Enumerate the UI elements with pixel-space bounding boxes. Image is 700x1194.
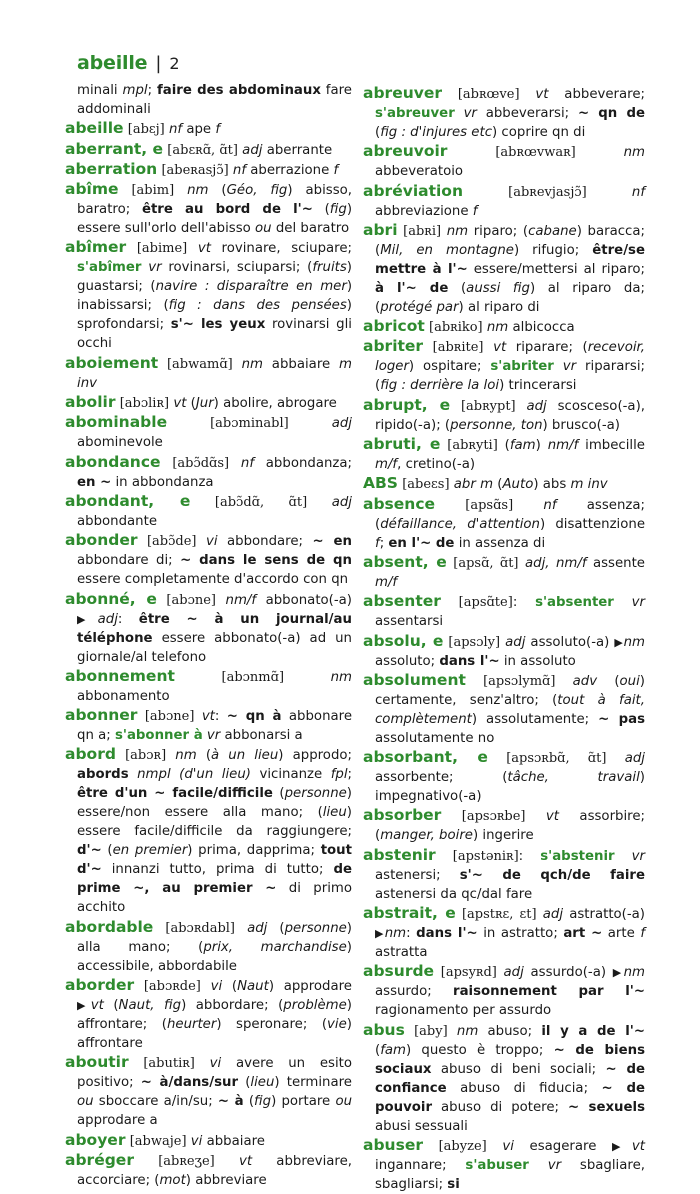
entry-abreuvoir: abreuvoir [abʀœvwaʀ] nm abbeveratoio <box>363 142 646 180</box>
entry-abonne: abonné, e [abɔne] nm/f abbonato(-a) ▶adj: être ~ à un journal/au téléphone essere abbonato(-a) ad un giornale/al telefono <box>65 589 352 665</box>
entry-abricot: abricot [abʀiko] nm albicocca <box>363 317 575 336</box>
entry-abreger: abréger [abʀeʒe] vt abbreviare, accorciare; (mot) abbreviare <box>65 1150 352 1188</box>
entry-abstenir: abstenir [apstəniʀ]: s'abstenir vr astenersi; s'~ de qch/de faire astenersi da qc/dal fare <box>363 845 646 902</box>
triangle-marker-icon: ▶ <box>77 999 91 1013</box>
entry-abondance: abondance [abɔ̃dɑ̃s] nf abbondanza; en ~ in abbondanza <box>65 452 352 490</box>
entry-abriter: abriter [abʀite] vt riparare; (recevoir, loger) ospitare; s'abriter vr ripararsi; (fig : derrière la loi) trincerarsi <box>363 337 646 394</box>
entry-abonnement: abonnement [abɔnmɑ̃] nm abbonamento <box>65 666 353 704</box>
entry-abs: ABS [abeɛs] abr m (Auto) abs m inv <box>363 474 608 493</box>
triangle-marker-icon: ▶ <box>612 1139 632 1153</box>
entry-aboyer: aboyer [abwaje] vi abbaiare <box>65 1130 265 1149</box>
entry-abreviation: abréviation [abʀevjasjɔ̃] nf abbreviazione f <box>363 181 645 219</box>
entry-abominable: abominable [abɔminabl] adj abominevole <box>65 413 353 451</box>
entry-absolu: absolu, e [apsɔly] adj assoluto(-a) ▶nm assoluto; dans l'~ in assoluto <box>363 631 646 669</box>
triangle-marker-icon: ▶ <box>612 966 624 980</box>
entry-aberration: aberration [abeʀasjɔ̃] nf aberrazione f <box>65 159 339 178</box>
entry-abime: abîme [abim] nm (Géo, fig) abisso, baratro; être au bord de l'~ (fig) essere sull'orlo dell'abisso ou del baratro <box>65 180 353 237</box>
entry-abolir: abolir [abɔliʀ] vt (Jur) abolire, abrogare <box>65 393 337 412</box>
entry-absent: absent, e [apsɑ̃, ɑ̃t] adj, nm/f assente m/f <box>363 552 645 590</box>
entry-absolument: absolument [apsɔlymɑ̃] adv (oui) certamente, senz'altro; (tout à fait, complètement) assolutamente; ~ pas assolutamente no <box>363 670 645 746</box>
entry-abreuver: abreuver [abʀœve] vt abbeverare; s'abreuver vr abbeverarsi; ~ qn de (fig : d'injures etc) coprire qn di <box>363 84 646 140</box>
entry-absurde: absurde [apsyʀd] adj assurdo(-a) ▶nm assurdo; raisonnement par l'~ ragionamento per assurdo <box>363 962 646 1019</box>
entry-absenter: absenter [apsɑ̃te]: s'absenter vr assentarsi <box>363 592 645 630</box>
entry-abus: abus [aby] nm abuso; il y a de l'~ (fam) questo è troppo; ~ de biens sociaux abuso di beni sociali; ~ de confiance abuso di fiducia; ~ de pouvoir abuso di potere; ~ sexuels abusi sessuali <box>363 1020 645 1134</box>
page-number: 2 <box>169 54 180 73</box>
entry-abonder: abonder [abɔ̃de] vi abbondare; ~ en abbondare di; ~ dans le sens de qn essere completamente d'accordo con qn <box>65 531 352 588</box>
triangle-marker-icon: ▶ <box>614 635 624 649</box>
entry-aberrant: aberrant, e [abɛʀɑ̃, ɑ̃t] adj aberrante <box>65 139 333 158</box>
entry-abrupt: abrupt, e [abʀypt] adj scosceso(-a), ripido(-a); (personne, ton) brusco(-a) <box>363 395 645 433</box>
left-column <box>65 81 352 1190</box>
entry-absorbant: absorbant, e [apsɔʀbɑ̃, ɑ̃t] adj assorbente; (tâche, travail) impegnativo(-a) <box>363 748 645 805</box>
entry-abordable: abordable [abɔʀdabl] adj (personne) alla mano; (prix, marchandise) accessibile, abbordabile <box>65 917 352 974</box>
right-column <box>363 84 645 1194</box>
entry-abimer: abîmer [abime] vt rovinare, sciupare; s'abîmer vr rovinarsi, sciuparsi; (fruits) guastarsi; (navire : disparaître en mer) inabissarsi; (fig : dans des pensées) sprofondarsi; s'~ les yeux rovinarsi gli occhi <box>65 238 353 352</box>
entry-abeille: abeille [abɛj] nf ape f <box>65 119 221 138</box>
triangle-marker-icon: ▶ <box>375 927 385 941</box>
triangle-marker-icon: ▶ <box>77 612 98 626</box>
entry-abord: abord [abɔʀ] nm (à un lieu) approdo; abords nmpl (d'un lieu) vicinanze fpl; être d'un ~ facile/difficile (personne) essere/non essere alla mano; (lieu) essere facile/difficile da raggiungere; d'~ (en premier) prima, dapprima; tout d'~ innanzi tutto, prima di tutto; de prime ~, au premier ~ di primo acchito <box>65 745 353 916</box>
entry-aboutir: aboutir [abutiʀ] vi avere un esito positivo; ~ à/dans/sur (lieu) terminare ou sboccare a/in/su; ~ à (fig) portare ou approdare a <box>65 1053 353 1129</box>
running-headword: abeille <box>77 52 148 74</box>
entry-continuation: minali mpl; faire des abdominaux fare addominali <box>77 83 352 117</box>
entry-aborder: aborder [abɔʀde] vi (Naut) approdare ▶vt (Naut, fig) abbordare; (problème) affrontare; (heurter) speronare; (vie) affrontare <box>65 976 352 1052</box>
entry-abri: abri [abʀi] nm riparo; (cabane) baracca; (Mil, en montagne) rifugio; être/se mettre à l'~ essere/mettersi al riparo; à l'~ de (aussi fig) al riparo da; (protégé par) al riparo di <box>363 220 646 315</box>
entry-abstrait: abstrait, e [apstʀɛ, ɛt] adj astratto(-a) ▶nm: dans l'~ in astratto; art ~ arte f astratta <box>363 904 645 961</box>
running-header <box>77 52 180 78</box>
entry-abonner: abonner [abɔne] vt: ~ qn à abbonare qn a; s'abonner à vr abbonarsi a <box>65 706 352 744</box>
entry-absorber: absorber [apsɔʀbe] vt assorbire; (manger, boire) ingerire <box>363 806 646 844</box>
header-separator: | <box>155 53 162 74</box>
entry-absence: absence [apsɑ̃s] nf assenza; (défaillance, d'attention) disattenzione f; en l'~ de in assenza di <box>363 494 645 551</box>
entry-aboiement: aboiement [abwamɑ̃] nm abbaiare m inv <box>65 353 352 391</box>
entry-abuser: abuser [abyze] vi esagerare ▶vt ingannare; s'abuser vr sbagliare, sbagliarsi; si <box>363 1135 645 1192</box>
entry-abondant: abondant, e [abɔ̃dɑ̃, ɑ̃t] adj abbondante <box>65 491 352 529</box>
entry-abruti: abruti, e [abʀyti] (fam) nm/f imbecille m/f, cretino(-a) <box>363 435 645 473</box>
